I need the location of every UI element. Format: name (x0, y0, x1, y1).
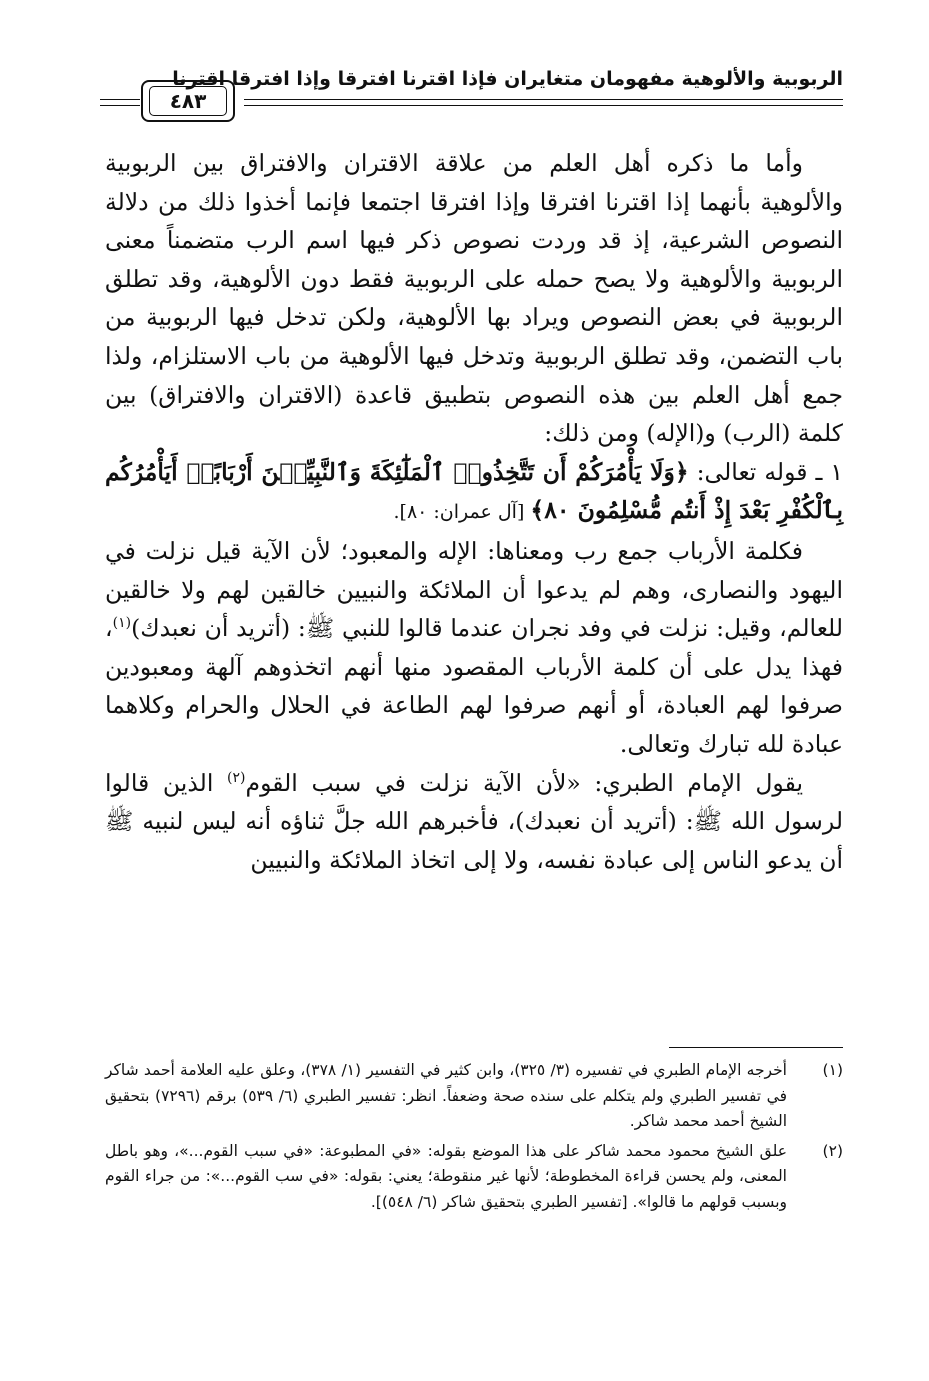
header-rule-left-bottom (100, 105, 140, 106)
page-number-frame (141, 80, 235, 122)
footnote-marker-2[interactable]: (٢) (227, 769, 246, 786)
paragraph-example-1 (105, 453, 843, 532)
quote-text-a: يقول الإمام الطبري: «لأن الآية نزلت في سبب القوم (245, 768, 803, 797)
footnote-separator (669, 1047, 843, 1048)
page-number: ٤٨٣ (149, 86, 227, 116)
running-header-title: الربوبية والألوهية مفهومان متغايران فإذا اقترنا افترقا وإذا افترقا اقترنا (172, 68, 843, 90)
paragraph-tabari-quote (105, 764, 843, 880)
footnote-number: (١) (822, 1061, 843, 1079)
quote-text-b: الذين قالوا لرسول الله ﷺ: (أتريد أن نعبدك)، فأخبرهم الله جلَّ ثناؤه أنه ليس لنبيه ﷺ أن يدعو الناس إلى عبادة نفسه، ولا إلى اتخاذ الملائكة والنبيين (105, 768, 843, 874)
verse-reference: [آل عمران: ٨٠]. (393, 501, 531, 524)
main-text (105, 144, 843, 879)
header-rule-bottom (244, 105, 843, 106)
quran-verse: ﴿وَلَا يَأْمُرَكُمْ أَن تَتَّخِذُوا۟ ٱلْمَلَٰٓئِكَةَ وَٱلنَّبِيِّـۧنَ أَرْبَابًاۗ أَيَأْمُرُكُم بِٱلْكُفْرِ بَعْدَ إِذْ أَنتُم مُّسْلِمُونَ ٨٠﴾ (105, 457, 843, 525)
footnote-marker-1[interactable]: (١) (112, 615, 132, 632)
footnote-2 (105, 1139, 843, 1216)
footnotes (105, 1058, 843, 1219)
paragraph-intro: وأما ما ذكره أهل العلم من علاقة الاقتران والافتراق بين الربوبية والألوهية بأنهما إذا اقترنا افترقا وإذا افترقا اجتمعا فإنما أخذوا ذلك من دلالة النصوص الشرعية، إذ قد وردت نصوص ذكر فيها اسم الرب متضمناً معنى الربوبية والألوهية ولا يصح حمله على الربوبية فقط دون الألوهية، وقد تطلق الربوبية في بعض النصوص ويراد بها الألوهية، ولكن تدخل فيها الربوبية من باب التضمن، وقد تطلق الربوبية وتدخل فيها الألوهية من باب الاستلزام، ولذا جمع أهل العلم بين هذه النصوص بتطبيق قاعدة (الاقتران والافتراق) بين كلمة (الرب) و(الإله) ومن ذلك: (105, 149, 844, 448)
explanation-text-a: فكلمة الأرباب جمع رب ومعناها: الإله والمعبود؛ لأن الآية قيل نزلت في اليهود والنصارى، وهم لم يدعوا أن الملائكة والنبيين خالقين لهم ولا خالقين للعالم، وقيل: نزلت في وفد نجران عندما قالوا للنبي ﷺ: (أتريد أن نعبدك) (105, 536, 843, 643)
footnote-number: (٢) (822, 1141, 843, 1160)
footnote-text: أخرجه الإمام الطبري في تفسيره (٣/ ٣٢٥)، وابن كثير في التفسير (١/ ٣٧٨)، وعلق عليه العلامة أحمد شاكر في تفسير الطبري ولم يتكلم على سنده صحة وضعفاً. انظر: تفسير الطبري (٦/ ٥٣٩) برقم (٧٢٩٦) بتحقيق الشيخ أحمد محمد شاكر. (105, 1061, 788, 1130)
footnote-1 (105, 1058, 843, 1135)
explanation-text-b: ، فهذا يدل على أن كلمة الأرباب المقصود منها أنهم اتخذوهم آلهة ومعبودين صرفوا لهم العبادة، أو أنهم صرفوا لهم الطاعة في الحلال والحرام وكلاهما عبادة لله تبارك وتعالى. (105, 614, 843, 758)
example-lead: ١ ـ قوله تعالى: (688, 457, 843, 486)
header-rule-top (244, 99, 843, 100)
paragraph-explanation (105, 532, 843, 764)
footnote-text: علق الشيخ محمود محمد شاكر على هذا الموضع بقوله: «في المطبوعة: «في سبب القوم...»، وهو باطل المعنى، ولم يحسن قراءة المخطوطة؛ لأنها غير منقوطة؛ يعني: بقوله: «في سب القوم...»: من جراء القوم وبسبب قولهم ما قالوا». [تفسير الطبري بتحقيق شاكر (٦/ ٥٤٨)]. (105, 1141, 787, 1211)
header-rule-left-top (100, 99, 140, 100)
